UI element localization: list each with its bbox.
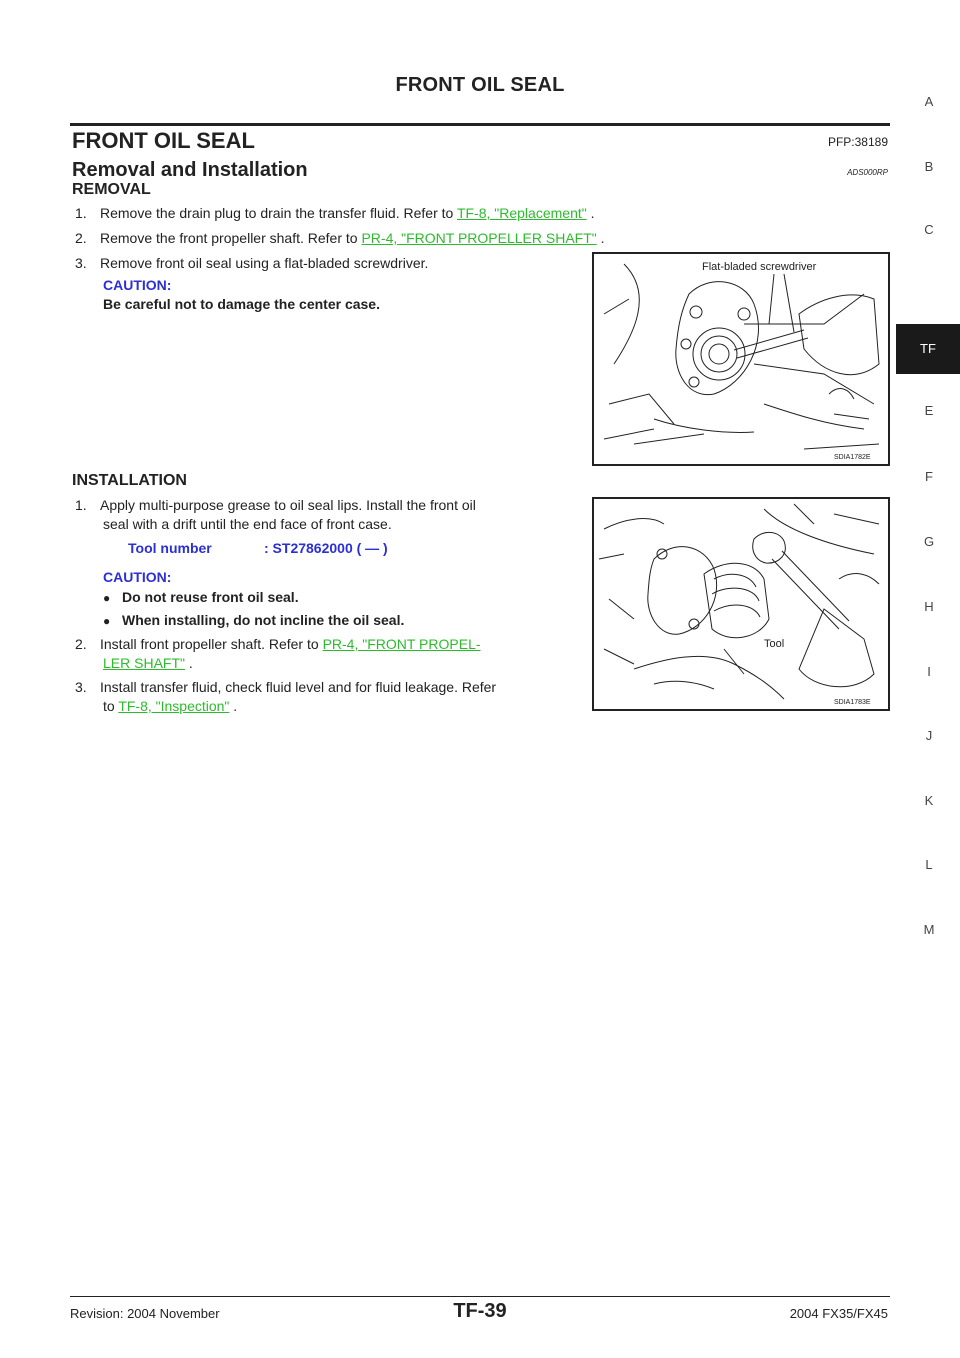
removal-step-3: 3. Remove front oil seal using a flat-bladed screwdriver.	[75, 255, 429, 271]
figure2-id: SDIA1783E	[834, 699, 871, 706]
removal-step-1: 1. Remove the drain plug to drain the transfer fluid. Refer to TF-8, "Replacement" .	[75, 205, 595, 221]
installation-caution-bullet-2: ● When installing, do not incline the oil seal.	[103, 611, 404, 631]
tab-b[interactable]: B	[924, 159, 934, 174]
link-pr4-front-propeller-shaft[interactable]: PR-4, "FRONT PROPELLER SHAFT"	[361, 230, 597, 246]
figure1-label: Flat-bladed screwdriver	[702, 261, 817, 273]
figure2-label: Tool	[764, 638, 785, 650]
installation-caution-bullet-1: ● Do not reuse front oil seal.	[103, 588, 299, 608]
figure-tool	[592, 497, 890, 711]
section-tab-index	[898, 0, 960, 1358]
screwdriver-illustration	[594, 254, 888, 464]
tab-h[interactable]: H	[924, 599, 934, 614]
removal-step-2: 2. Remove the front propeller shaft. Refer to PR-4, "FRONT PROPELLER SHAFT" .	[75, 230, 605, 246]
tab-c[interactable]: C	[924, 222, 934, 237]
removal-caution-text: Be careful not to damage the center case.	[103, 296, 380, 312]
tab-f[interactable]: F	[925, 469, 933, 484]
figure-screwdriver	[592, 252, 890, 466]
installation-caution-label: CAUTION:	[103, 569, 172, 585]
link-tf8-inspection[interactable]: TF-8, "Inspection"	[118, 698, 230, 714]
figure1-id: SDIA1782E	[834, 454, 871, 461]
tool-illustration	[594, 499, 888, 709]
tab-k[interactable]: K	[924, 793, 934, 808]
tab-a[interactable]: A	[924, 94, 934, 109]
installation-step-2: 2. Install front propeller shaft. Refer to PR-4, "FRONT PROPEL-	[75, 636, 481, 652]
removal-caution-label: CAUTION:	[103, 277, 172, 293]
tab-l[interactable]: L	[925, 857, 933, 872]
bullet-icon: ●	[103, 614, 111, 628]
tab-j[interactable]: J	[925, 728, 933, 743]
installation-step-1: 1. Apply multi-purpose grease to oil seal lips. Install the front oil	[75, 497, 476, 513]
footer-rule	[70, 1296, 890, 1297]
removal-heading: REMOVAL	[72, 181, 151, 198]
link-pr4-front-propeller-shaft-b[interactable]: LER SHAFT"	[103, 655, 185, 671]
footer-model: 2004 FX35/FX45	[789, 1306, 888, 1321]
header-rule	[70, 123, 890, 126]
section-ref-code: ADS000RP	[847, 168, 888, 177]
bullet-icon: ●	[103, 591, 111, 605]
installation-step-3-cont: to TF-8, "Inspection" .	[103, 698, 238, 714]
installation-step-2-cont: LER SHAFT" .	[103, 655, 193, 671]
installation-step-1-cont: seal with a drift until the end face of front case.	[103, 516, 392, 532]
footer-revision: Revision: 2004 November	[70, 1306, 220, 1321]
link-pr4-front-propeller-shaft-a[interactable]: PR-4, "FRONT PROPEL-	[322, 636, 481, 652]
pfp-code: PFP:38189	[827, 135, 888, 149]
installation-step-3: 3. Install transfer fluid, check fluid level and for fluid leakage. Refer	[75, 679, 497, 695]
tab-m[interactable]: M	[923, 922, 935, 937]
link-tf8-replacement[interactable]: TF-8, "Replacement"	[456, 205, 587, 221]
page-number: TF-39	[453, 1300, 507, 1322]
subsection-title: Removal and Installation	[72, 159, 308, 181]
tab-e[interactable]: E	[924, 403, 934, 418]
tab-tf[interactable]: TF	[896, 324, 960, 374]
page-header-title: FRONT OIL SEAL	[395, 74, 565, 96]
tab-i[interactable]: I	[927, 664, 931, 679]
section-title: FRONT OIL SEAL	[72, 128, 255, 153]
tool-number-value: : ST27862000 ( — )	[264, 540, 388, 556]
installation-heading: INSTALLATION	[72, 472, 187, 489]
tool-number-label: Tool number	[128, 540, 212, 556]
tab-g[interactable]: G	[923, 534, 935, 549]
